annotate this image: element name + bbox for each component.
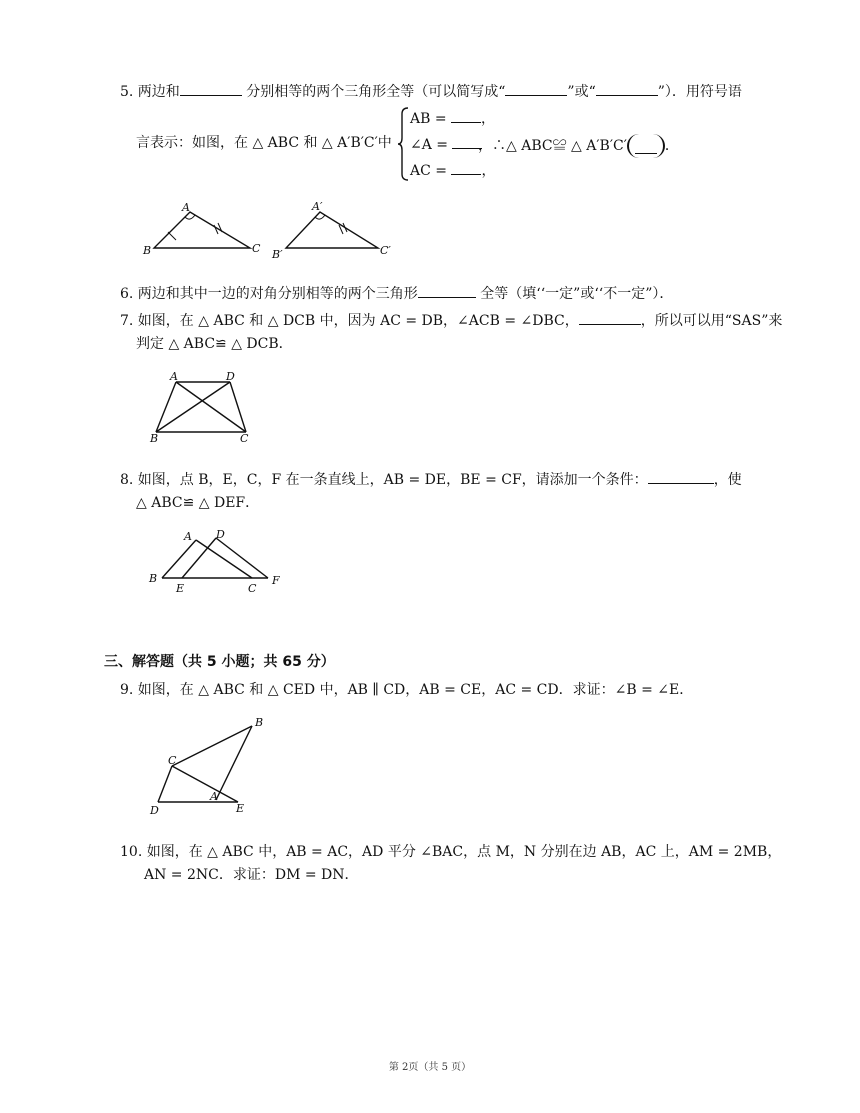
- q5-sys-row-2: [410, 134, 482, 153]
- q8-fig-label-B: B: [149, 572, 158, 585]
- q5-fig-label-A-prime: A′: [312, 200, 323, 213]
- q9-fig-label-B: B: [255, 716, 264, 729]
- q9-fig-label-C: C: [168, 754, 177, 767]
- q5-fig-label-C: C: [252, 242, 261, 255]
- q10-line2: [144, 866, 359, 884]
- q10-text-line2: AN = 2NC．求证：DM = DN．: [144, 867, 359, 883]
- q5-reason-paren[interactable]: [627, 134, 665, 158]
- q5-sys-sep-3: ，: [481, 163, 496, 179]
- q5-sys-blank-3[interactable]: [451, 160, 481, 175]
- q8-fig-label-E: E: [176, 582, 185, 595]
- q5-text-c: ”或“: [567, 84, 596, 100]
- q9-fig-label-A: A: [210, 790, 218, 803]
- q9-fig-label-D: D: [150, 804, 159, 817]
- q8-blank[interactable]: [648, 469, 714, 484]
- q5-fig-label-B-prime: B′: [272, 248, 283, 261]
- q5-sys-label-3: AC =: [410, 163, 452, 179]
- q5-fig-label-A: A: [182, 201, 190, 214]
- q6-line: [120, 283, 673, 303]
- q5-text-line2: 言表示：如图，在 △ ABC 和 △ A′B′C′中: [136, 135, 392, 151]
- q8-figure: [144, 526, 292, 598]
- q5-text-a: 5. 两边和: [120, 84, 180, 100]
- q9-text: 9. 如图，在 △ ABC 和 △ CED 中，AB ∥ CD，AB = CE，AC = CD．求证：∠B = ∠E．: [120, 682, 694, 698]
- q5-blank-3[interactable]: [596, 81, 658, 96]
- q8-text-b: ，使: [713, 472, 742, 488]
- q7-text-a: 7. 如图，在 △ ABC 和 △ DCB 中，因为 AC = DB，∠ACB = ∠DBC，: [120, 313, 579, 329]
- q9-fig-label-E: E: [236, 802, 245, 815]
- q8-line2: [136, 494, 259, 512]
- q5-therefore: ，∴△ ABC≌ △ A′B′C′: [478, 138, 627, 154]
- q5-text-b: 分别相等的两个三角形全等（可以简写成“: [241, 84, 506, 100]
- q5-sys-row-3: [410, 160, 495, 180]
- q8-fig-label-A: A: [184, 530, 192, 543]
- q8-line1: [120, 469, 742, 489]
- q5-period: ．: [664, 138, 679, 154]
- section-heading-text: 三、解答题（共 5 小题；共 65 分）: [104, 654, 335, 670]
- q7-blank[interactable]: [579, 310, 641, 325]
- q5-sys-blank-1[interactable]: [451, 108, 481, 123]
- page-footer: 第 2页（共 5 页）: [388, 1062, 472, 1073]
- q8-text-line2: △ ABC≌ △ DEF．: [136, 495, 260, 511]
- q5-equation-system: [398, 106, 496, 182]
- q5-sys-row-1: [410, 108, 495, 128]
- q5-line2: [136, 134, 392, 152]
- q5-line1: [120, 81, 742, 101]
- q7-fig-label-A: A: [170, 370, 178, 383]
- q5-reason-blank[interactable]: [635, 153, 657, 154]
- q5-text-d: ”）．用符号语: [657, 84, 742, 100]
- q9-figure: [144, 714, 274, 820]
- q7-text-b: ，所以可以用“SAS”来: [640, 313, 783, 329]
- q8-fig-label-F: F: [272, 574, 280, 587]
- q6-blank[interactable]: [418, 283, 476, 298]
- q10-line1: [120, 843, 781, 861]
- q8-fig-label-D: D: [216, 528, 225, 541]
- q5-conclusion: [478, 134, 679, 158]
- q8-fig-label-C: C: [248, 582, 257, 595]
- q5-figure: [140, 198, 410, 264]
- q5-fig-label-B: B: [143, 244, 152, 257]
- q10-text-line1: 10. 如图，在 △ ABC 中，AB = AC，AD 平分 ∠BAC，点 M，N 分别在边 AB，AC 上，AM = 2MB，: [120, 844, 782, 860]
- q6-text-a: 6. 两边和其中一边的对角分别相等的两个三角形: [120, 286, 418, 302]
- q5-sys-label-1: AB =: [410, 111, 452, 127]
- q7-figure: [144, 368, 256, 446]
- q9-line: [120, 681, 693, 699]
- q5-sys-label-2: ∠A =: [410, 137, 453, 153]
- section-heading: [104, 653, 335, 671]
- q7-line2: [136, 335, 293, 353]
- q7-fig-label-D: D: [226, 370, 235, 383]
- q7-fig-label-C: C: [240, 432, 249, 445]
- q5-fig-label-C-prime: C′: [380, 244, 391, 257]
- q5-sys-sep-1: ，: [481, 111, 496, 127]
- q5-blank-1[interactable]: [180, 81, 242, 96]
- q8-text-a: 8. 如图，点 B，E，C，F 在一条直线上，AB = DE，BE = CF，请添加一个条件：: [120, 472, 648, 488]
- q5-blank-2[interactable]: [505, 81, 567, 96]
- brace-icon: [398, 106, 410, 182]
- q7-line1: [120, 310, 782, 330]
- q6-text-b: 全等（填‘‘一定”或‘‘不一定”）．: [475, 286, 674, 302]
- q7-fig-label-B: B: [150, 432, 159, 445]
- q7-text-line2: 判定 △ ABC≌ △ DCB．: [136, 336, 293, 352]
